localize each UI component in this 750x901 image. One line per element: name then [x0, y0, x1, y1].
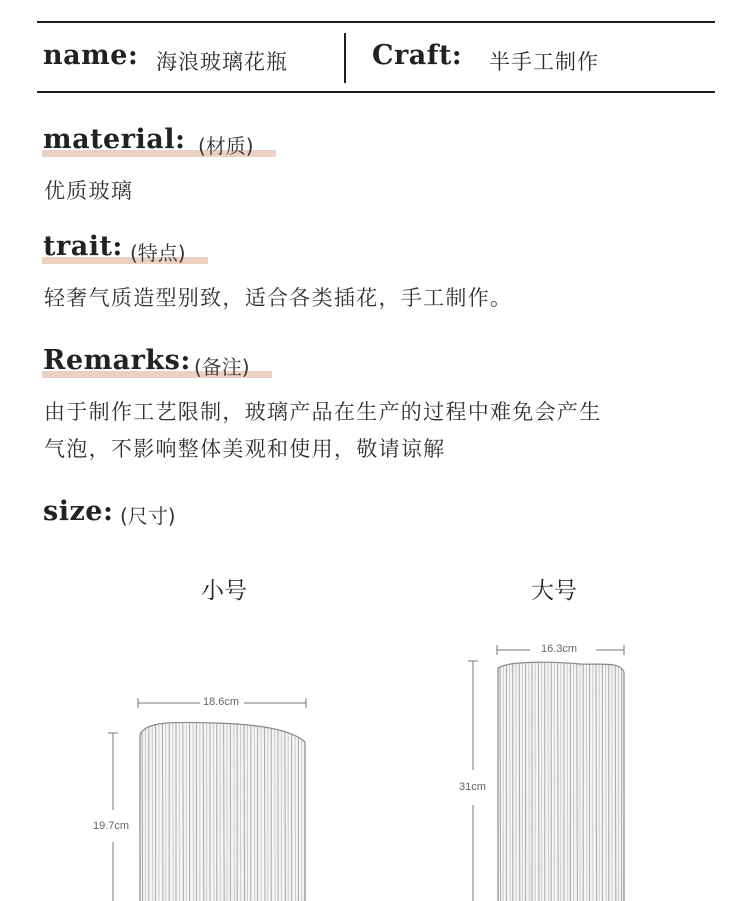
glass-rib [596, 655, 597, 901]
name-label: name: [43, 40, 139, 71]
material-text: 优质玻璃 [44, 179, 134, 203]
glass-rib [254, 715, 255, 901]
craft-value: 半手工制作 [489, 50, 599, 74]
glass-rib [224, 715, 225, 901]
craft-label: Craft: [372, 40, 463, 71]
small-width-label: 18.6cm [203, 696, 240, 708]
remarks-text-line2: 气泡，不影响整体美观和使用，敬请谅解 [44, 437, 446, 461]
glass-rib [152, 715, 153, 901]
glass-rib [577, 655, 578, 901]
remarks-text-line1: 由于制作工艺限制，玻璃产品在生产的过程中难免会产生 [44, 400, 602, 424]
remarks-label: Remarks: [43, 345, 191, 376]
glass-rib [162, 715, 163, 901]
small-height-dimension [108, 733, 118, 901]
glass-rib [213, 715, 214, 901]
size-label: size: [43, 496, 114, 527]
glass-rib [183, 715, 184, 901]
small-height-label: 19.7cm [93, 820, 130, 832]
trait-label: trait: [43, 231, 123, 262]
material-label: material: [43, 124, 186, 155]
glass-rib [615, 655, 616, 901]
glass-rib [264, 715, 265, 901]
glass-rib [234, 715, 235, 901]
large-height-label: 31cm [459, 781, 486, 793]
glass-rib [193, 715, 194, 901]
size-note: (尺寸) [120, 504, 176, 528]
glass-rib [285, 715, 286, 901]
glass-rib [275, 715, 276, 901]
glass-rib [510, 655, 511, 901]
glass-rib [244, 715, 245, 901]
remarks-note: (备注) [194, 355, 250, 379]
glass-rib [548, 655, 549, 901]
glass-rib [538, 655, 539, 901]
small-size-caption: 小号 [201, 578, 247, 604]
glass-rib [519, 655, 520, 901]
large-width-label: 16.3cm [541, 643, 578, 655]
glass-rib [500, 655, 501, 901]
large-size-caption: 大号 [531, 578, 577, 604]
trait-text: 轻奢气质造型别致，适合各类插花，手工制作。 [44, 286, 513, 310]
glass-rib [295, 715, 296, 901]
large-vase [495, 655, 627, 901]
small-vase [138, 715, 308, 901]
glass-rib [606, 655, 607, 901]
glass-rib [586, 655, 587, 901]
material-note: (材质) [198, 134, 254, 158]
glass-rib [142, 715, 143, 901]
glass-rib [529, 655, 530, 901]
glass-rib [567, 655, 568, 901]
glass-rib [203, 715, 204, 901]
glass-rib [173, 715, 174, 901]
name-value: 海浪玻璃花瓶 [156, 50, 288, 74]
glass-rib [558, 655, 559, 901]
trait-note: (特点) [130, 241, 186, 265]
